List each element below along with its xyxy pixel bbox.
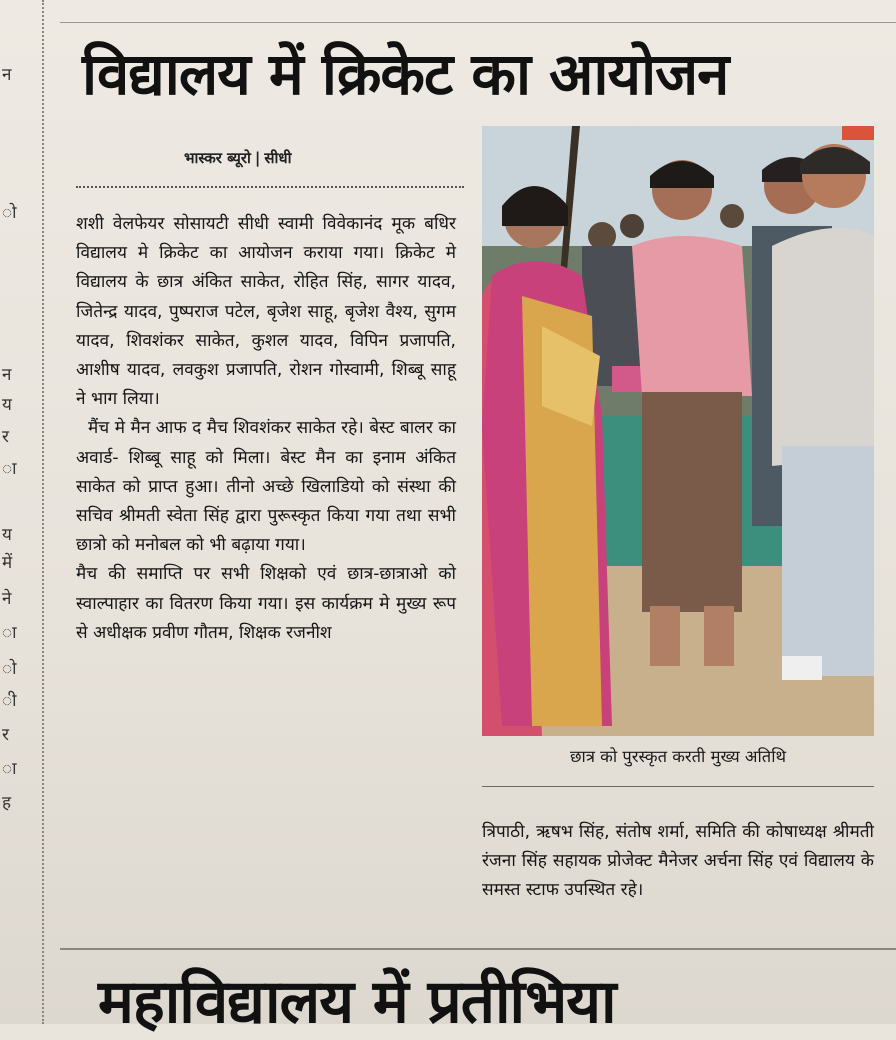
article-headline: विद्यालय में क्रिकेट का आयोजन bbox=[82, 40, 729, 108]
photo-caption: छात्र को पुरस्कृत करती मुख्य अतिथि bbox=[569, 747, 787, 766]
continuation-paragraph: त्रिपाठी, ऋषभ सिंह, संतोष शर्मा, समिति की कोषाध्यक्ष श्रीमती रंजना सिंह सहायक प्रोजेक्ट मैनेजर अर्चना सिंह एवं विद्यालय के समस्त स्टाफ उपस्थित रहे। bbox=[482, 822, 874, 901]
article-body bbox=[76, 210, 456, 648]
adjacent-column-edge: न ो न य र ा य में ने ा ो ी र ा ह bbox=[0, 0, 44, 1024]
previous-article-strip bbox=[60, 0, 896, 23]
award-photo-illustration bbox=[482, 126, 874, 736]
article-photo bbox=[482, 126, 874, 736]
article-separator bbox=[60, 948, 896, 950]
byline bbox=[184, 148, 292, 168]
paragraph-3: मैच की समाप्ति पर सभी शिक्षको एवं छात्र-छात्राओ को स्वाल्पाहार का वितरण किया गया। इस कार्यक्रम मे मुख्य रूप से अधीक्षक प्रवीण गौतम, शिक्षक रजनीश bbox=[76, 564, 456, 643]
caption-divider bbox=[482, 786, 874, 787]
byline-divider bbox=[76, 186, 464, 188]
byline-separator: | bbox=[254, 149, 261, 167]
paragraph-2: मैंच मे मैन आफ द मैच शिवशंकर साकेत रहे। बेस्ट बालर का अवार्ड- शिब्बू साहू को मिला। बेस्ट मैन का इनाम अंकित साकेत को प्राप्त हुआ। तीनो अच्छे खिलाडियो को संस्था की सचिव श्रीमती स्वेता सिंह द्वारा पुरूस्कृत किया गया तथा सभी छात्रो को मनोबल को भी बढ़ाया गया। bbox=[76, 418, 456, 556]
next-article-headline: महाविद्यालय में प्रतीभिया bbox=[98, 967, 616, 1037]
paragraph-1: शशी वेलफेयर सोसायटी सीधी स्वामी विवेकानंद मूक बधिर विद्यालय मे क्रिकेट का आयोजन कराया गया। क्रिकेट मे विद्यालय के छात्र अंकित साकेत, रोहित सिंह, सागर यादव, जितेन्द्र यादव, पुष्पराज पटेल, बृजेश साहू, बृजेश वैश्य, सुगम यादव, शिवशंकर साकेत, कुशल यादव, विपिन प्रजापति, आशीष यादव, लवकुश प्रजापति, रोशन गोस्वामी, शिब्बू साहू ने भाग लिया। bbox=[76, 214, 456, 410]
byline-source: भास्कर ब्यूरो bbox=[184, 149, 251, 167]
article-continuation bbox=[482, 818, 874, 906]
byline-city: सीधी bbox=[264, 149, 292, 167]
